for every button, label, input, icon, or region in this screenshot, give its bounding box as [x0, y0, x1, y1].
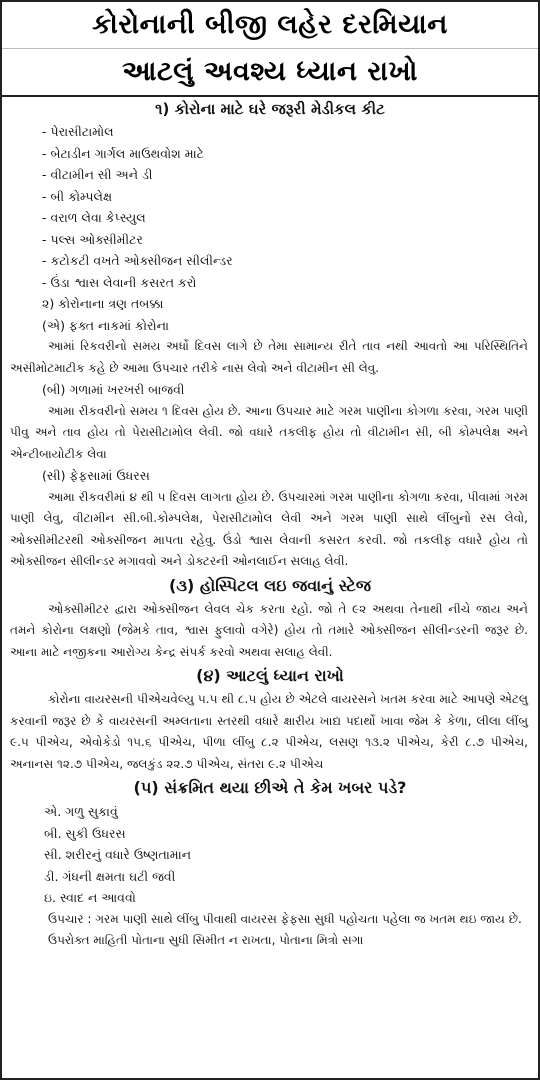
list-item: ડી. ગંધની ક્ષમતા ઘટી જવી: [44, 868, 176, 884]
list-item: - પલ્સ ઓક્સીમીટર: [42, 231, 143, 247]
remedy-text: ઉપચાર : ગરમ પાણી સાથે લીંબુ પીવાથી વાયરસ ફેફસા સુધી પહોચતા પહેલા જ ખતમ થઇ જાય છે.: [48, 911, 522, 926]
title-line-1: કોરોનાની બીજી લહેર દરમિયાન: [92, 9, 448, 40]
list-item: - બેટાડીન ગાર્ગલ માઉથવોશ માટે: [42, 145, 204, 161]
list-item: - પેરાસીટામોલ: [42, 124, 114, 139]
list-item: - ઉંડા શ્વાસ લેવાની કસરત કરો: [42, 274, 197, 290]
stage-c-label: (સી) ફેફસામાં ઉધરસ: [42, 468, 150, 483]
section-corona-stages: [2, 293, 538, 573]
poster-title: [2, 2, 538, 97]
section-keep-in-mind: [2, 663, 538, 775]
symptom-list: [2, 801, 538, 909]
section-4-text: કોરોના વાયરસની પીએચવેલ્યુ ૫.૫ થી ૮.૫ હોય છે એટલે વાયરસને ખતમ કરવા માટે આપણે એટલુ કરવાની જરૂર છે કે વાયરસની અમ્લતાના સ્તરથી વધારે ક્ષારીય ખાદ્ય પદાર્થો ખાવા જેમ કે કેળા, લીલા લીંબુ ૯.૫ પીએચ, એવોકેડો ૧૫.૬ પીએચ, પીળા લીંબુ ૮.૨ પીએચ, લસણ ૧૩.૨ પીએચ, કેરી ૮.૭ પીએચ, અનાનસ ૧૨.૭ પીએચ, જલકુંડ ૨૨.૭ પીએચ, સંતરા ૯.૨ પીએચ: [10, 692, 528, 771]
section-medical-kit: [2, 97, 538, 293]
section-2-heading: ૨) કોરોનાના ત્રણ તબક્કા: [42, 296, 164, 311]
stage-a-text: આમાં રિકવરીનો સમય અર્ધો દિવસ લાગે છે તેમા સામાન્ય રીતે તાવ નથી આવતો આ પરિસ્થિતિને અસીમોટમાટીક કહે છે આમા ઉપચાર તરીકે નાસ લેવો અને વીટામીન સી લેવુ.: [10, 339, 528, 375]
list-item: ઇ. સ્વાદ ન આવવો: [44, 890, 136, 905]
section-hospital-stage: [2, 573, 538, 664]
medical-kit-list: [2, 121, 538, 293]
footer-text: ઉપરોક્ત માહિતી પોતાના સુધી સિમીત ન રાખતા, પોતાના મિત્રો સગા: [48, 933, 364, 947]
list-item: - વીટામીન સી અને ડી: [42, 167, 153, 182]
section-5-heading: (૫) સંક્રમિત થયા છીએ તે કેમ ખબર પડે?: [133, 778, 407, 797]
list-item: - વરાળ લેવા કેપ્સ્યુલ: [42, 210, 146, 225]
section-3-text: ઓક્સીમીટર દ્વારા ઓક્સીજન લેવલ ચેક કરતા રહો. જો તે ૯૨ અથવા તેનાથી નીચે જાય અને તમને કોરોના લક્ષણો (જેમકે તાવ, શ્વાસ ફુલાવો વગેરે) હોય તો તમારે ઓક્સીજન સીલીન્ડરની જરૂર છે. આના માટે નજીકના આરોગ્ય કેન્દ્ર સંપર્ક કરવો અથવા સલાહ લેવી.: [10, 601, 528, 659]
section-3-heading: (૩) હોસ્પિટલ લઇ જવાનું સ્ટેજ: [169, 575, 371, 595]
stage-a-label: (એ) ફક્ત નાકમાં કોરોના: [42, 317, 169, 333]
stage-b-label: (બી) ગળામાં ખરખરી બાજવી: [42, 382, 185, 397]
list-item: સી. શરીરનું વધારે ઉષ્ણતામાન: [44, 847, 192, 862]
list-item: બી. સુકી ઉધરસ: [44, 825, 126, 841]
section-1-heading: ૧) કોરોના માટે ઘરે જરૂરી મેડીકલ કીટ: [155, 100, 385, 118]
list-item: - કટોકટી વખતે ઓક્સીજન સીલીન્ડર: [42, 253, 233, 268]
list-item: - બી કોમ્પલેક્ષ: [42, 188, 113, 204]
list-item: એ. ગળુ સુકાવું: [44, 804, 118, 819]
title-line-2: આટલું અવશ્ય ધ્યાન રાખો: [2, 48, 538, 95]
section-4-heading: (૪) આટલું ધ્યાન રાખો: [196, 666, 344, 685]
stage-b-text: આમા રીકવરીનો સમય ૧ દિવસ હોય છે. આના ઉપચાર માટે ગરમ પાણીના કોગળા કરવા, ગરમ પાણી પીવુ અને તાવ હોય તો પેરાસીટામોલ લેવી. જો વધારે તકલીફ હોય તો વીટામીન સી, બી કોમ્પલેક્ષ અને એન્ટીબાયોટીક લેવા: [10, 403, 528, 461]
stage-c-text: આમા રીકવરીમાં ૪ થી ૫ દિવસ લાગતા હોય છે. ઉપચારમાં ગરમ પાણીના કોગળા કરવા, પીવામાં ગરમ પાણી લેવુ, વીટામીન સી.બી.કોમ્પલેક્ષ, પેરાસીટામોલ લેવી અને ગરમ પાણી સાથે લીંબુનો રસ લેવો, ઓક્સીમીટરથી ઓક્સીજન માપતા રહેવુ. ઉંડો શ્વાસ લેવાની કસરત કરવી. જો તકલીફ વધારે હોય તો ઓક્સીજન સીલીન્ડર મગાવવો અને ડોક્ટરની ઓનલાઈન સલાહ લેવી.: [10, 489, 528, 568]
section-symptoms: [2, 775, 538, 952]
